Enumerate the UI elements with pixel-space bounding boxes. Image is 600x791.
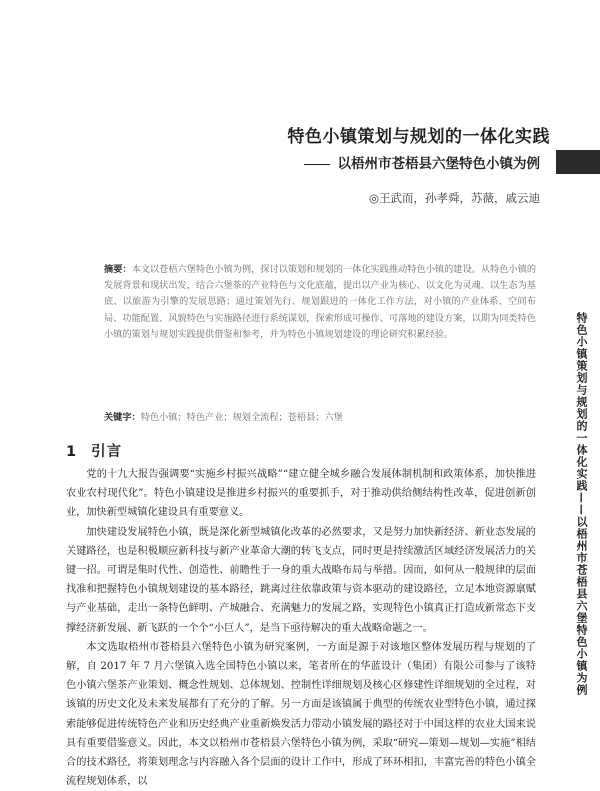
article-authors: ◎王武而，孙孝舜，苏薇，戚云迪 (368, 191, 540, 205)
section-heading-introduction (66, 440, 122, 461)
paragraph: 本文选取梧州市苍梧县六堡特色小镇为研究案例，一方面是源于对该地区整体发展历程与规划的了解，自 2017 年 7 月六堡镇入选全国特色小镇以来，笔者所在的华蓝设计（集团）有限公司参与了该特色小镇六堡茶产业策划、概念性规划、总体规划、控制性详细规划及核心区修建性详细规划的全过程，对该镇的历史文化及未来发展都有了充分的了解。另一方面是该镇属于典型的传统农业型特色小镇，通过探索能够促进传统特色产业和历史经典产业重新焕发活力带动小镇发展的路径对于中国这样的农业大国来说具有重要借鉴意义。因此，本文以梧州市苍梧县六堡特色小镇为例，采取“研究—策划—规划—实施”相结合的技术路径，将策划理念与内容融入各个层面的设计工作中，形成了环环相扣，丰富完善的特色小镇全流程规划体系，以 (66, 641, 536, 788)
keywords-text: 特色小镇；特色产业；规划全流程；苍梧县；六堡 (140, 412, 343, 423)
abstract-label: 摘要： (104, 264, 132, 275)
corner-tab-decoration (556, 150, 600, 174)
section-number: 1 (66, 444, 78, 460)
article-title: 特色小镇策划与规划的一体化实践 (287, 127, 550, 147)
section-title: 引言 (91, 444, 123, 460)
paragraph: 党的十九大报告强调要“实施乡村振兴战略”“建立健全城乡融合发展体制机制和政策体系，加快推进农业农村现代化”。特色小镇建设是推进乡村振兴的重要抓手，对于推动供给侧结构性改革，促进创新创业，加快新型城镇化建设具有重要意义。 (66, 469, 536, 519)
side-running-head: 特色小镇策划与规划的一体化实践——以梧州市苍梧县六堡特色小镇为例 (575, 312, 588, 696)
subtitle-text: 以梧州市苍梧县六堡特色小镇为例 (337, 156, 540, 172)
abstract (104, 262, 536, 343)
keywords (104, 410, 536, 426)
paragraph: 加快建设发展特色小镇，既是深化新型城镇化改革的必然要求，又是努力加快新经济、新业态发展的关键路径，也是积极顺应新科技与新产业革命大潮的转飞支点，同时更是持续激活区域经济发展活力的关键一招。可谓是集时代性、创造性、前瞻性于一身的重大战略布局与举措。因而，如何从一般规律的层面找准和把握特色小镇规划建设的基本路径，跳离过往依靠政策与资本驱动的建设路径，立足本地资源禀赋与产业基础，走出一条特色鲜明、产城融合、充满魅力的发展之路，实现特色小镇真正打造成新常态下支撑经济新发展、新飞跃的一个个“小巨人”，是当下亟待解决的重大战略命题之一。 (66, 526, 536, 634)
subtitle-dash (304, 164, 330, 165)
abstract-text: 本文以苍梧六堡特色小镇为例，探讨以策划和规划的一体化实践推动特色小镇的建设。从特色小镇的发展背景和现状出发，结合六堡茶的产业特色与文化底蕴，提出以产业为核心、以文化为灵魂、以生态为基底、以旅游为引擎的发展思路；通过策划先行、规划跟进的一体化工作方法，对小镇的产业体系、空间布局、功能配置、风貌特色与实施路径进行系统谋划，探索形成可操作、可落地的建设方案，以期为同类特色小镇的策划与规划实践提供借鉴和参考，并为特色小镇规划建设的理论研究积累经验。 (104, 264, 537, 340)
keywords-label: 关键字： (104, 412, 141, 423)
article-subtitle (150, 152, 540, 172)
body-text (66, 465, 536, 791)
